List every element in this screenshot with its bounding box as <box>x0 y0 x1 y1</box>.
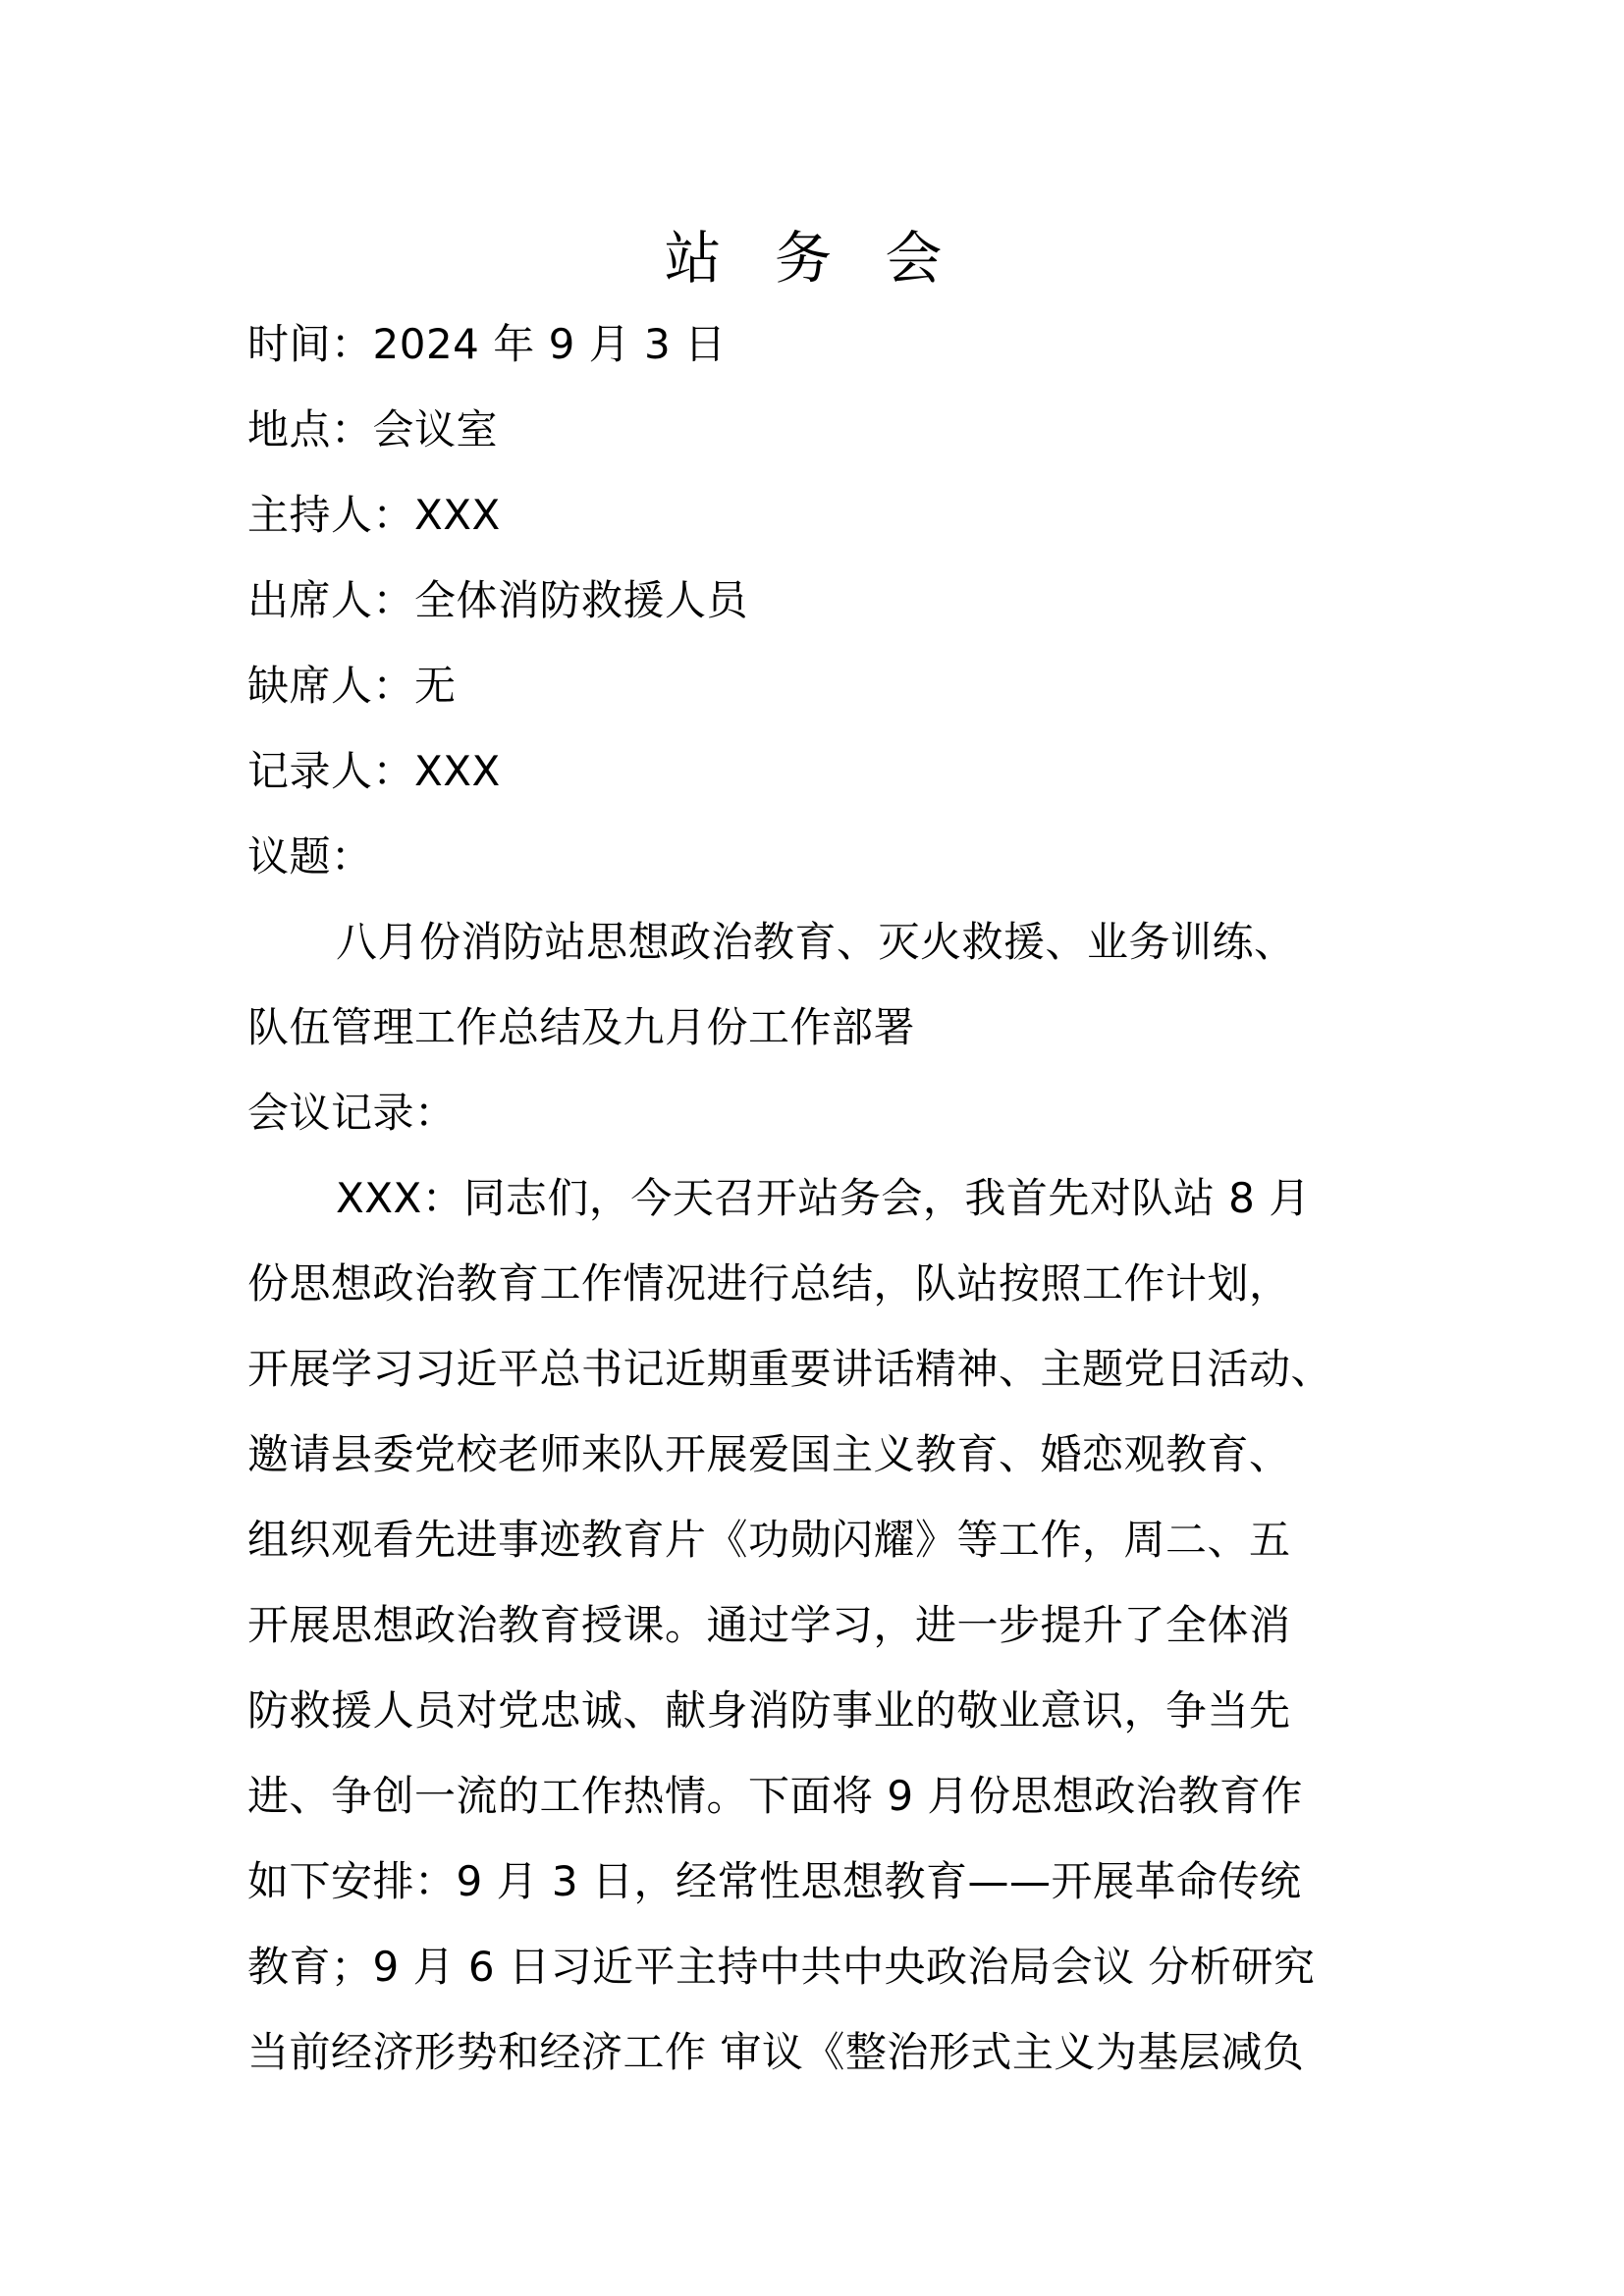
meta-label: 记录人： <box>247 747 415 795</box>
document-body <box>247 301 1377 2095</box>
meta-label: 主持人： <box>247 491 415 539</box>
minutes-line: 当前经济形势和经济工作 审议《整治形式主义为基层减负 <box>247 2028 1305 2076</box>
meta-label: 地点： <box>247 405 373 454</box>
meta-value: 会议室 <box>372 405 499 454</box>
meta-time <box>247 301 1377 387</box>
minutes-line: 开展学习习近平总书记近期重要讲话精神、主题党日活动、 <box>247 1345 1333 1393</box>
minutes-line: XXX：同志们，今天召开站务会，我首先对队站 8 月 <box>336 1174 1311 1222</box>
agenda-line: 八月份消防站思想政治教育、灭火救援、业务训练、 <box>336 918 1296 966</box>
minutes-line: 如下安排：9 月 3 日，经常性思想教育——开展革命传统 <box>247 1857 1302 1905</box>
agenda-heading: 议题： <box>247 832 373 881</box>
minutes-line: 组织观看先进事迹教育片《功勋闪耀》等工作，周二、五 <box>247 1516 1291 1564</box>
minutes-line: 进、争创一流的工作热情。下面将 9 月份思想政治教育作 <box>247 1772 1303 1820</box>
meta-label: 缺席人： <box>247 662 415 710</box>
meta-label: 时间： <box>247 320 373 368</box>
agenda-line: 队伍管理工作总结及九月份工作部署 <box>247 1003 916 1051</box>
meta-value: XXX <box>414 747 501 795</box>
meta-recorder <box>247 728 1377 814</box>
minutes-line: 份思想政治教育工作情况进行总结，队站按照工作计划， <box>247 1259 1291 1308</box>
document-title: 站 务 会 <box>664 225 960 292</box>
minutes-line: 邀请县委党校老师来队开展爱国主义教育、婚恋观教育、 <box>247 1430 1291 1478</box>
meta-value: XXX <box>414 491 501 539</box>
meta-location <box>247 387 1377 472</box>
meta-value: 无 <box>414 662 457 710</box>
meta-absentees <box>247 643 1377 728</box>
meta-value: 2024 年 9 月 3 日 <box>372 320 727 368</box>
minutes-line: 开展思想政治教育授课。通过学习，进一步提升了全体消 <box>247 1601 1291 1649</box>
meta-attendees <box>247 558 1377 643</box>
meta-label: 出席人： <box>247 576 415 624</box>
meta-host <box>247 472 1377 558</box>
minutes-heading: 会议记录： <box>247 1089 457 1137</box>
meta-value: 全体消防救援人员 <box>414 576 749 624</box>
minutes-line: 教育；9 月 6 日习近平主持中共中央政治局会议 分析研究 <box>247 1943 1316 1991</box>
minutes-line: 防救援人员对党忠诚、献身消防事业的敬业意识，争当先 <box>247 1686 1291 1735</box>
